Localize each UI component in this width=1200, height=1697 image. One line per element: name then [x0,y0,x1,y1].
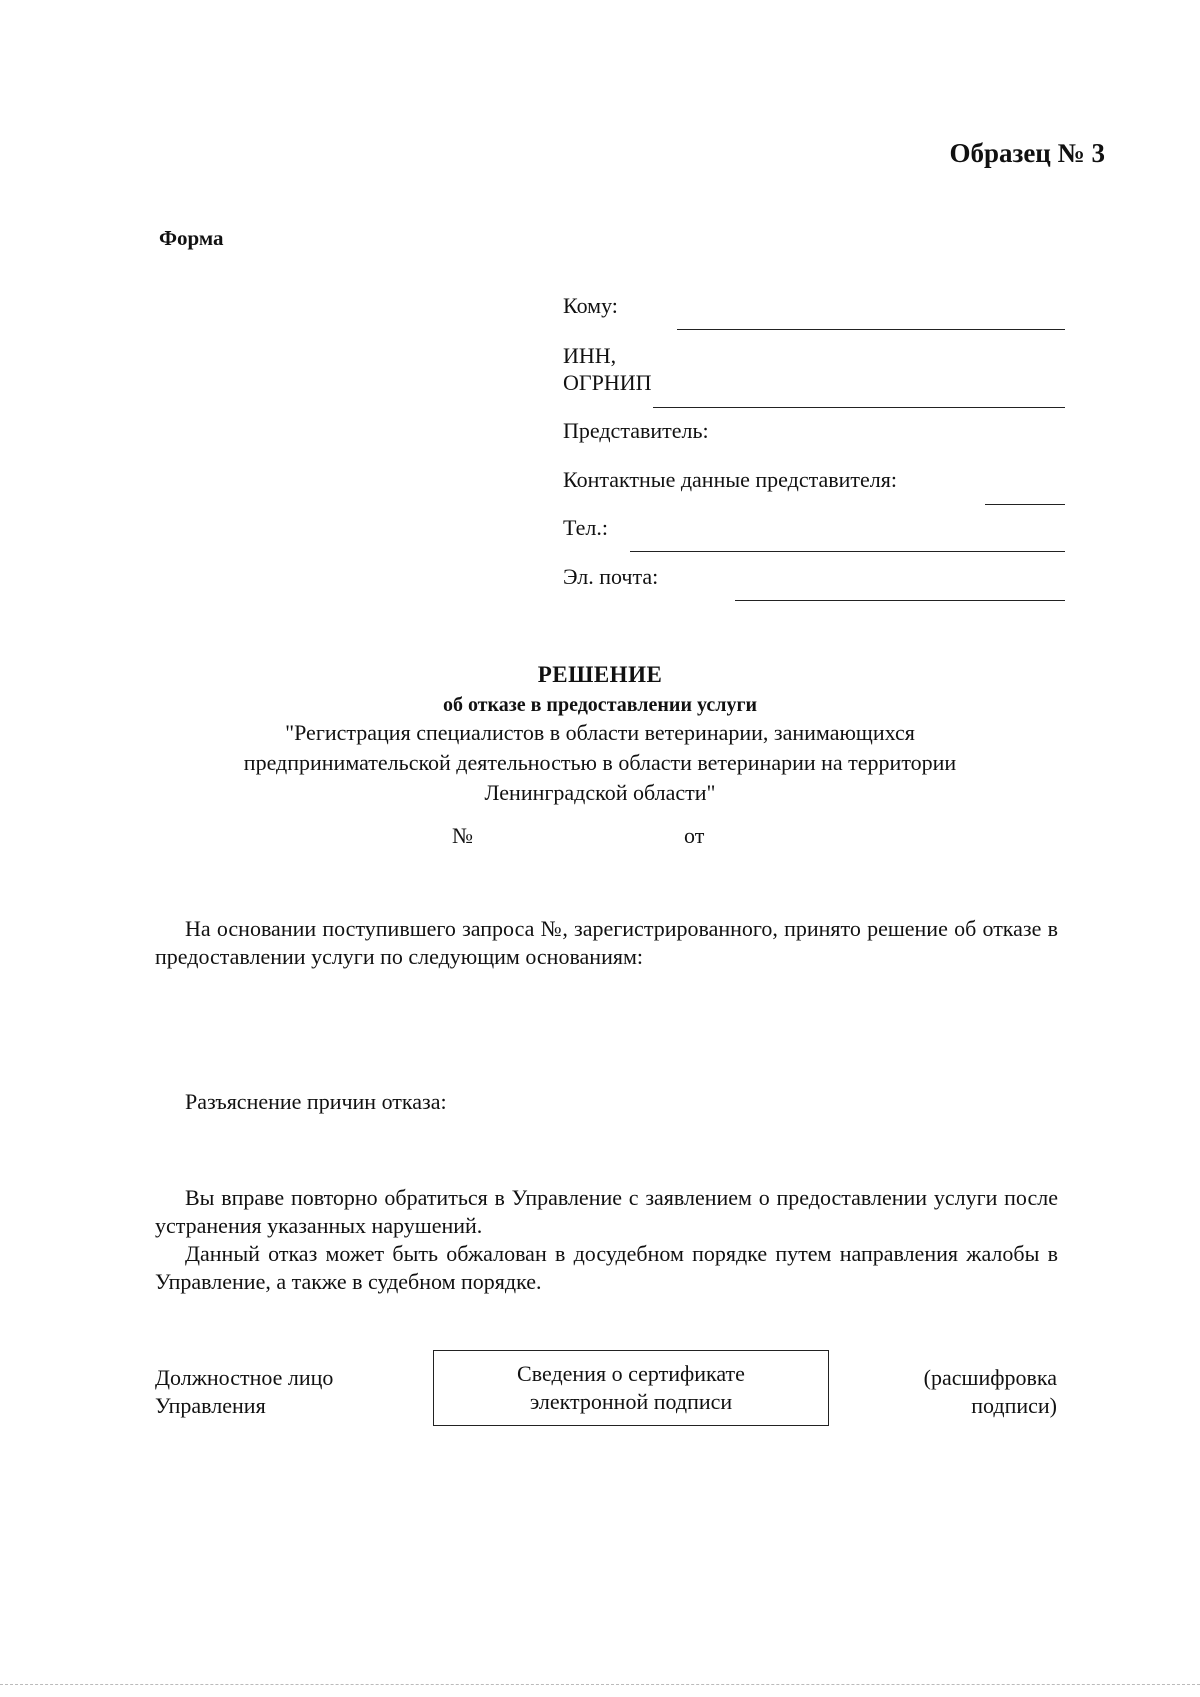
official-signature-label [155,1364,333,1420]
signature-decoding-label [924,1364,1057,1420]
explanation-paragraph: Разъяснение причин отказа: [185,1089,447,1114]
sample-number-label: Образец № 3 [949,138,1105,168]
appeal-paragraph: Данный отказ может быть обжалован в досудебном порядке путем направления жалобы в Управление, а также в судебном порядке. [155,1241,1058,1294]
page-bottom-divider [0,1684,1200,1685]
decision-number-label: № [452,823,473,848]
email-label: Эл. почта: [563,564,659,589]
contacts-label: Контактные данные представителя: [563,467,897,492]
decision-date-label: от [684,823,705,848]
certificate-info-box [433,1350,829,1426]
phone-field-line [630,551,1065,552]
to-label: Кому: [563,293,618,318]
decode-line-1: (расшифровка [923,1365,1057,1390]
decision-subtitle: об отказе в предоставлении услуги [442,694,758,716]
email-field-line [735,600,1065,601]
inn-ogrnip-field-line [653,407,1065,408]
cert-line-2: электронной подписи [529,1389,733,1414]
reapply-paragraph: Вы вправе повторно обратиться в Управление с заявлением о предоставлении услуги после устранения указанных нарушений. [155,1185,1058,1238]
official-line-1: Должностное лицо [155,1365,334,1390]
representative-label: Представитель: [563,418,709,443]
service-name: "Регистрация специалистов в области ветеринарии, занимающихся предпринимательской деятельностью в области ветеринарии на территории Ленинградской области" [243,720,957,805]
decode-line-2: подписи) [971,1393,1057,1418]
basis-paragraph: На основании поступившего запроса №, зарегистрированного, принято решение об отказе в предоставлении услуги по следующим основаниям: [155,916,1058,969]
to-field-line [677,329,1065,330]
phone-label: Тел.: [563,515,608,540]
cert-line-1: Сведения о сертификате [517,1361,745,1386]
contacts-field-line [985,504,1065,505]
decision-title: РЕШЕНИЕ [537,662,663,687]
inn-label: ИНН, [563,343,617,368]
form-label: Форма [159,226,224,250]
ogrnip-label: ОГРНИП [563,370,652,395]
official-line-2: Управления [155,1393,266,1418]
